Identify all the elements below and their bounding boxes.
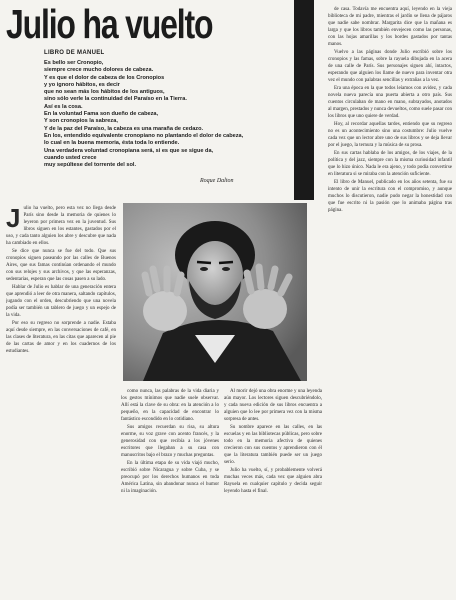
- poem-heading: LIBRO DE MANUEL: [44, 50, 105, 56]
- poem-line: Y es que el dolor de cabeza de los Cronopios: [44, 74, 165, 81]
- paragraph: como nunca, las palabras de la vida diaria y los gestos mínimos que nadie suele observar. Allí está la clave de su obra: en la atención a lo pequeño, en la capacidad de encontrar lo fantástico escondido en lo cotidiano.: [121, 389, 219, 422]
- poem-author: Roque Dalton: [200, 178, 234, 184]
- article-column-right: [328, 6, 452, 596]
- poem-line: Una verdadera voluntad cronopiana será, si es que se sigue da,: [44, 147, 214, 154]
- paragraph: Por eso su regreso no sorprende a nadie. Estaba aquí desde siempre, en las conversaciones de café, en las clases de literatura, en las citas que aparecen al pie de las cartas de amor y en los cuadernos de los estudiantes.: [6, 321, 116, 354]
- poem-line: sino sólo verle la continuidad del Paraíso en la Tierra.: [44, 96, 187, 103]
- drop-cap: J: [6, 205, 21, 233]
- poem-line: muy sepúltese del torrente del sol.: [44, 162, 137, 169]
- paragraph: Sus amigos recuerdan su risa, su altura enorme, su voz grave con acento francés, y la generosidad con que recibía a los jóvenes escritores que llegaban a su casa con manuscritos bajo el brazo y muchas preguntas.: [121, 425, 219, 458]
- paragraph: Hablar de Julio es hablar de una generación entera que aprendió a leer de otra manera, saltando capítulos, jugando con el orden, descubriendo que una novela podía ser también un tablero de juego y un espejo de la vida.: [6, 285, 116, 318]
- poem-line: Y de la paz del Paraíso, la cabeza es una maraña de cedazo.: [44, 125, 204, 132]
- poem-line: En la voluntad Fama son dueño de cabeza,: [44, 111, 159, 118]
- poem-line: siempre crece mucho dolores de cabeza.: [44, 67, 154, 74]
- article-column-2: [121, 388, 219, 595]
- paragraph: Hoy, al recordar aquellas tardes, entiendo que su regreso no es un acontecimiento sino una costumbre: Julio vuelve cada vez que un lector abre uno de sus libros y se deja llevar por el juego, la ternura y la música de su prosa.: [328, 122, 452, 148]
- paragraph: Su nombre aparece en las calles, en las escuelas y en las bibliotecas públicas, pero sobre todo en la memoria afectiva de quienes crecieron con sus cuentos y aprendieron con él que la literatura también puede ser un juego serio.: [224, 425, 322, 465]
- article-column-3: [224, 388, 322, 595]
- poem-line: y yo ignoro hábitos, es decir: [44, 81, 120, 88]
- paragraph: Vuelvo a las páginas donde Julio escribió sobre los cronopios y las famas, sobre la rayuela dibujada en la acera de una calle de París. Sus personajes siguen ahí, intactos, esperando que alguien los llame de nuevo para inventar otra vez el mundo con palabras sencillas y extrañas a la vez.: [328, 50, 452, 83]
- paragraph: Era una época en la que todos leíamos con avidez, y cada novela nueva parecía una puerta abierta a otro país. Sus cuentos circulaban de mano en mano, subrayados, anotados al margen, prestados y nunca devueltos, como suele pasar con los libros que uno quiere de verdad.: [328, 86, 452, 119]
- poem-line: En los, entendido equivalente cronopiano no plantando el dolor de cabeza,: [44, 132, 244, 139]
- paragraph: En sus cartas hablaba de los amigos, de los viajes, de la política y del jazz, siempre con la misma curiosidad infantil que lo hizo único. Nada le era ajeno, y todo podía convertirse en literatura si se miraba con la atención suficiente.: [328, 151, 452, 177]
- poem-line: Y son cronopios la sabreza,: [44, 118, 118, 125]
- author-photo: [123, 203, 307, 381]
- paragraph: El libro de Manuel, publicado en los años setenta, fue su intento de unir la escritura con el compromiso, y aunque muchos lo discutieron, nadie pudo negar la honestidad con que fue escrito ni la pasión que lo animaba página tras página.: [328, 180, 452, 213]
- paragraph: de casa. Todavía me encuentra aquí, leyendo en la vieja biblioteca de mi padre, mientras el jardín se llena de pájaros que nadie sabe nombrar. Margarita dice que la mañana es larga y que los libros también envejecen como las personas, con las hojas amarillas y los bordes gastados por tantas manos.: [328, 7, 452, 47]
- paragraph: En la última etapa de su vida viajó mucho, escribió sobre Nicaragua y sobre Cuba, y se preocupó por los derechos humanos en toda América Latina, sin abandonar nunca el humor ni la imaginación.: [121, 461, 219, 494]
- poem-line: Es bello ser Cronopio,: [44, 60, 104, 66]
- poem-line: cuando usted crece: [44, 154, 97, 161]
- paragraph: Al morir dejó una obra enorme y una leyenda aún mayor. Los lectores siguen descubriéndolo, y cada nueva edición de sus libros encuentra a alguien que lo lee por primera vez con la misma sorpresa de antes.: [224, 389, 322, 422]
- article-column-1: [6, 205, 116, 595]
- poem-line: Así es la cosa.: [44, 103, 83, 110]
- decorative-bar: [294, 0, 314, 200]
- poem-line: que no sean más los hábitos de los antiguos,: [44, 89, 165, 96]
- epigraph-poem: [44, 50, 284, 169]
- article-title: Julio ha vuelto: [6, 1, 213, 47]
- paragraph: ulio ha vuelto, pero esta vez no llega desde París sino desde la memoria de quienes lo leyeron por primera vez en la juventud. Sus libros siguen en los estantes, gastados por el uso, y cada tanto alguien los abre y descubre que nada ha cambiado en ellos.: [6, 206, 116, 246]
- paragraph: Se dice que nunca se fue del todo. Que sus cronopios siguen paseando por las calles de Buenos Aires, que sus famas continúan ordenando el mundo con sus relojes y sus archivos, y que las esperanzas, sedentarias, esperan que las cosas pasen a su lado.: [6, 249, 116, 282]
- poem-line: lo cual en la buena memoria, ésta toda lo entiende.: [44, 140, 180, 147]
- paragraph: Julio ha vuelto, sí, y probablemente volverá muchas veces más, cada vez que alguien abra Rayuela en cualquier capítulo y decida seguir leyendo hasta el final.: [224, 468, 322, 494]
- portrait-image: [123, 203, 307, 381]
